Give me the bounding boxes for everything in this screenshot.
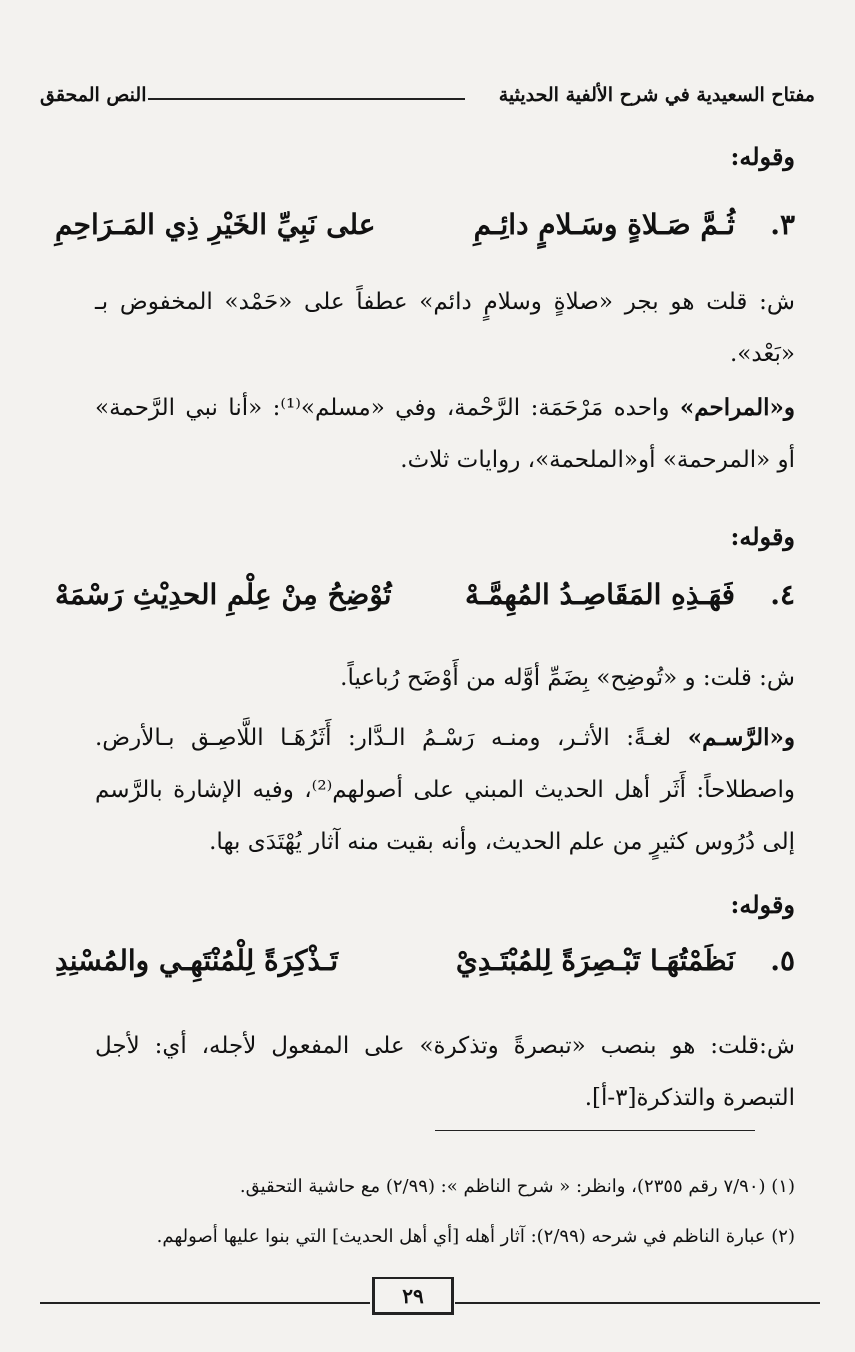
- verse-5: [55, 944, 795, 996]
- footnote-separator: [435, 1130, 755, 1131]
- verse-number: ٥.: [770, 944, 795, 977]
- verse-first-hemistich: ثُـمَّ صَـلاةٍ وسَـلامٍ دائِـمِ: [473, 208, 735, 241]
- book-title: مفتاح السعيدية في شرح الألفية الحديثية: [498, 84, 815, 106]
- verse-second-hemistich: تَـذْكِرَةً لِلْمُنْتَهِـي والمُسْنِدِ: [55, 944, 339, 977]
- verse-first-hemistich: نَظَمْتُهَـا تَبْـصِرَةً لِلمُبْتَـدِيْ: [455, 944, 735, 977]
- footnote-2: (٢) عبارة الناظم في شرحه (٢/٩٩): آثار أهله [أي أهل الحديث] التي بنوا عليها أصولهم.: [156, 1226, 795, 1247]
- verse-first-hemistich: فَهَـذِهِ المَقَاصِـدُ المُهِمَّـهْ: [464, 578, 735, 611]
- commentary-paragraph: [95, 712, 795, 868]
- footer-rule: [455, 1302, 820, 1304]
- defined-term: و«المراحم»: [679, 394, 795, 421]
- running-header: [40, 84, 815, 118]
- footer-rule: [40, 1302, 370, 1304]
- paragraph-text: واحده مَرْحَمَة: الرَّحْمة، وفي «مسلم»⁽¹⁾: «أنا نبي الرَّحمة» أو «المرحمة» أو«الملحمة»، روايات ثلاث.: [95, 395, 795, 473]
- header-rule: [148, 98, 465, 100]
- commentary-paragraph: ش: قلت هو بجر «صلاةٍ وسلامٍ دائم» عطفاً على «حَمْد» المخفوض بـ «بَعْد».: [95, 289, 795, 367]
- verse-number: ٣.: [770, 208, 795, 241]
- verse-3: [55, 208, 795, 260]
- quote-label: وقوله:: [730, 890, 795, 919]
- commentary-paragraph: ش:قلت: هو بنصب «تبصرةً وتذكرة» على المفعول لأجله، أي: لأجل التبصرة والتذكرة[٣-أ].: [95, 1033, 795, 1111]
- verse-number: ٤.: [770, 578, 795, 611]
- commentary-paragraph: [95, 382, 795, 486]
- paragraph-text: لغـةً: الأثـر، ومنـه رَسْـمُ الـدَّار: أَثَرُهَـا اللَّاصِـق بـالأرض. واصطلاحاً: أَثَر أهل الحديث المبني على أصولهم⁽²⁾، وفيه الإشارة بالرَّسم إلى دُرُوس كثيرٍ من علم الحديث، وأنه بقيت منه آثار يُهْتَدَى بها.: [95, 725, 795, 855]
- defined-term: و«الرَّسـم»: [687, 724, 795, 751]
- commentary-paragraph: ش: قلت: و «تُوضِح» بِضَمِّ أوَّله من أَوْضَح رُباعياً.: [340, 665, 795, 691]
- verse-4: [55, 578, 795, 630]
- section-title: النص المحقق: [40, 84, 147, 106]
- quote-label: وقوله:: [730, 142, 795, 171]
- verse-second-hemistich: تُوْضِحُ مِنْ عِلْمِ الحدِيْثِ رَسْمَهْ: [55, 578, 392, 611]
- verse-second-hemistich: على نَبِيِّ الخَيْرِ ذِي المَـرَاحِمِ: [55, 208, 376, 241]
- footnote-1: (١) (٧/٩٠ رقم ٢٣٥٥)، وانظر: « شرح الناظم »: (٢/٩٩) مع حاشية التحقيق.: [239, 1176, 795, 1197]
- quote-label: وقوله:: [730, 522, 795, 551]
- page-number: ٢٩: [372, 1277, 454, 1315]
